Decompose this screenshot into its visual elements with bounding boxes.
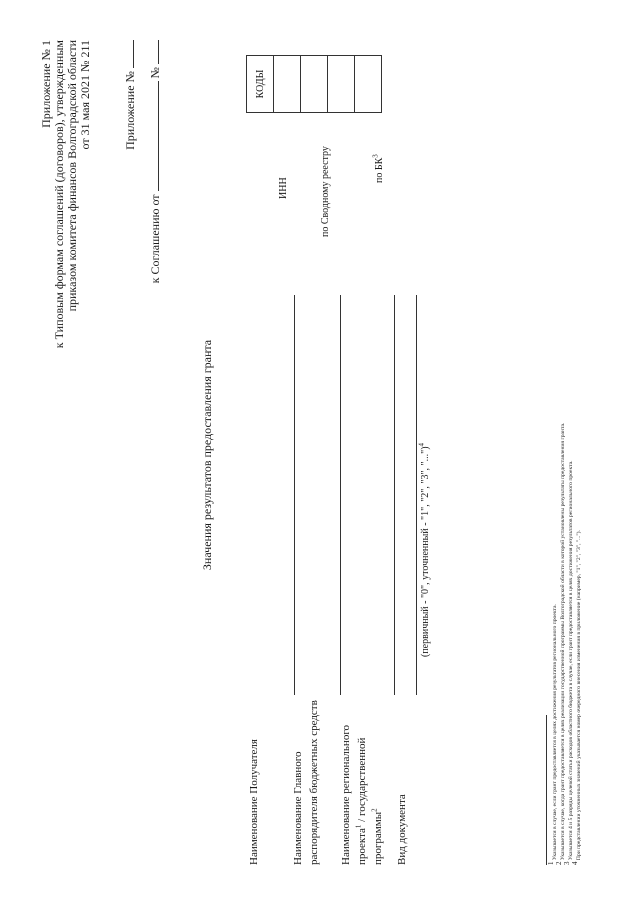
project-label-line-2: проекта [356, 828, 368, 865]
footnote-mark-2: 2 [370, 808, 379, 812]
attachment-number-line [124, 40, 137, 150]
footnote-2-text: Указывается в случае, когда грант предоставляется в целях реализации государственной программы Волгоградской области в которой установлены результаты предоставления гранта. [559, 422, 566, 861]
header-line-2: к Типовым формам соглашений (договоров), утвержденным [52, 40, 66, 349]
svod-code-cell[interactable] [301, 56, 328, 113]
footnote-3-mark: 3 [562, 861, 571, 865]
header-line-3: приказом комитета финансов Волгоградской области [65, 40, 79, 312]
svod-label: по Сводному реестру [320, 146, 331, 237]
bk-label-text: по БК [374, 157, 385, 183]
manager-label-line-1: Наименование Главного [292, 751, 304, 865]
doc-type-hint [417, 442, 431, 657]
footnote-4-mark: 4 [570, 861, 579, 865]
footnote-mark-3: 3 [371, 154, 380, 158]
manager-label [290, 700, 322, 865]
doc-type-fill-line [416, 295, 417, 695]
attachment-label: Приложение № [123, 71, 137, 150]
manager-label-line-2: распорядителя бюджетных средств [308, 700, 320, 865]
project-label-line-1: Наименование регионального [340, 724, 352, 865]
footnote-separator [546, 715, 547, 865]
header-block [40, 40, 92, 348]
recipient-fill-line [294, 295, 295, 695]
footnote-1-mark: 1 [547, 861, 555, 865]
footnote-mark-4: 4 [417, 442, 426, 447]
agreement-number-sign: № [148, 67, 162, 79]
footnote-1 [547, 65, 559, 865]
recipient-label: Наименование Получателя [248, 739, 260, 865]
footnote-2-mark: 2 [554, 861, 563, 865]
footnote-3-text: Указывается 4 и 5 разряды целевой статьи расходов областного бюджета в случае, если грант предоставляется в целях достижения результатов регионального проекта. [567, 460, 574, 861]
footnote-4-text: При представлении уточненных значений указывается номер очередного внесения изменения в приложение (например, "1", "2", "3", "..."). [575, 530, 582, 861]
bk-code-cell[interactable] [328, 56, 355, 113]
manager-fill-line [340, 295, 341, 695]
codes-table [246, 55, 382, 113]
footnotes [547, 65, 582, 865]
project-label-line-2b: / государственной [356, 737, 368, 825]
header-line-4: от 31 мая 2021 № 211 [78, 40, 92, 150]
doc-type-hint-text: (первичный - "0", уточненный - "1", "2", "3", "...") [420, 446, 431, 657]
document-title: Значения результатов предоставления гранта [200, 339, 214, 571]
project-label [338, 725, 386, 865]
agreement-prefix: к Соглашению от [148, 194, 162, 284]
doc-type-code-cell[interactable] [355, 56, 382, 113]
footnote-mark-1: 1 [354, 824, 363, 829]
appendix-title: Приложение № 1 [39, 40, 53, 128]
bk-label [372, 154, 388, 183]
inn-label: ИНН [278, 177, 289, 199]
project-fill-line [394, 295, 395, 695]
agreement-line [149, 40, 162, 283]
doc-type-label: Вид документа [396, 794, 408, 865]
codes-header-cell: КОДЫ [247, 56, 274, 113]
footnote-1-text: Указывается в случае, если грант предоставляется в целях достижения результатов регионального проекта. [551, 604, 558, 861]
project-label-line-3: программы [372, 811, 384, 865]
inn-code-cell[interactable] [274, 56, 301, 113]
